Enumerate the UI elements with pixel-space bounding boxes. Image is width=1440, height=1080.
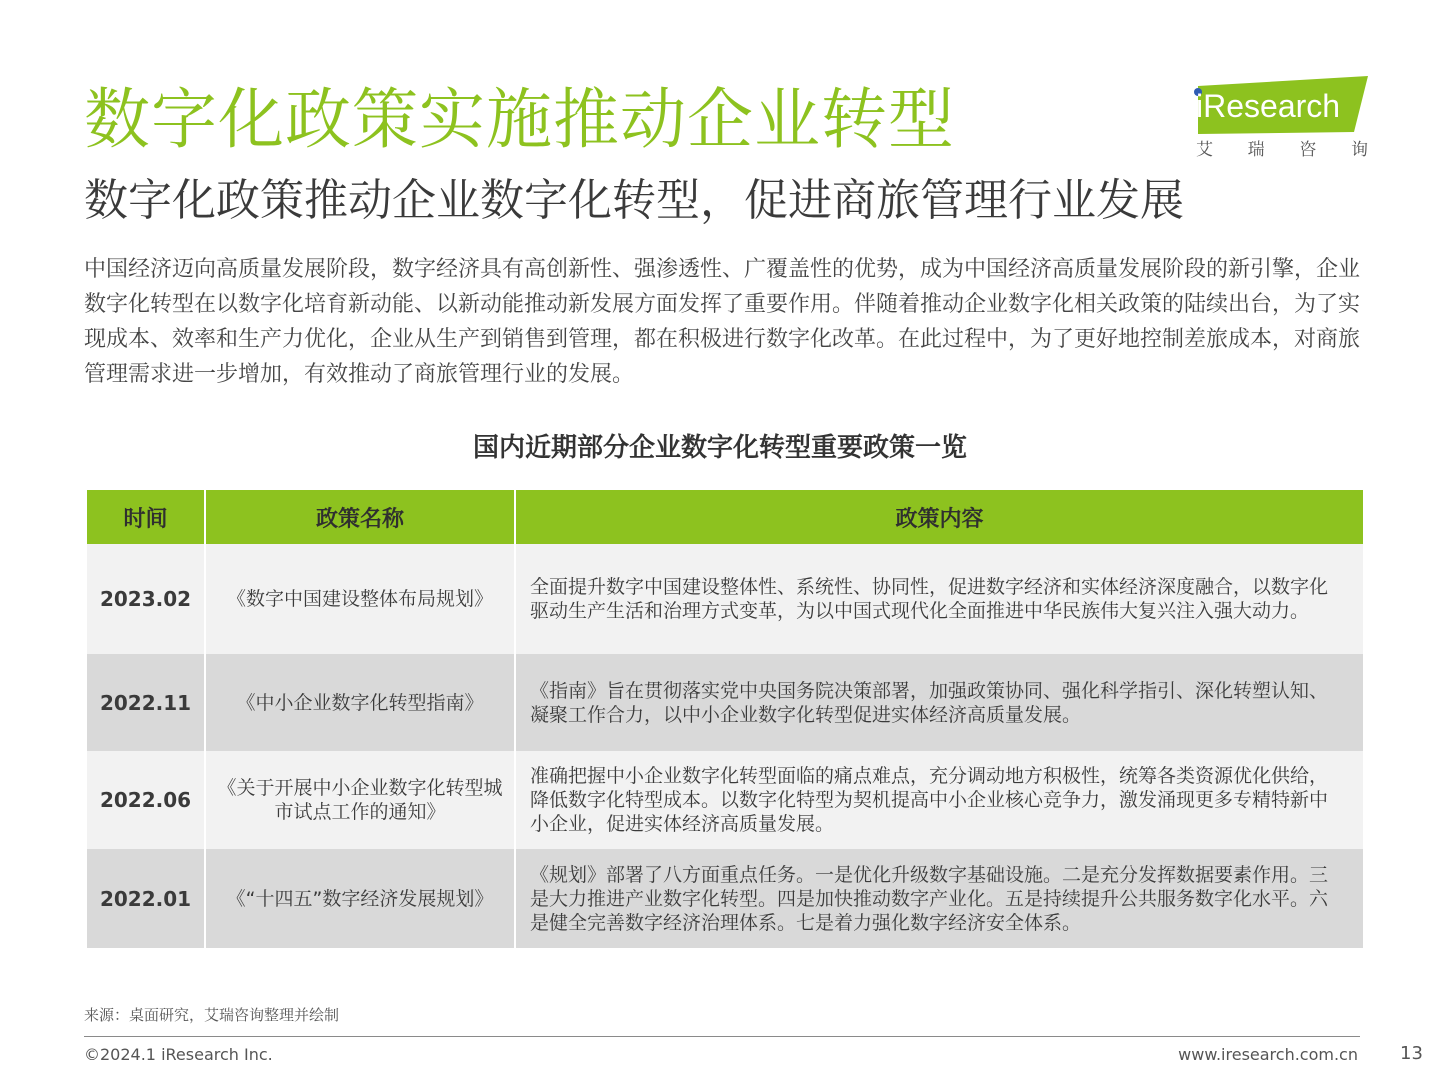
table-row	[87, 849, 1363, 948]
table-row	[87, 751, 1363, 849]
page-subtitle: 数字化政策推动企业数字化转型，促进商旅管理行业发展	[84, 175, 1184, 226]
row-policy-content: 全面提升数字中国建设整体性、系统性、协同性，促进数字经济和实体经济深度融合，以数字化驱动生产生活和治理方式变革，为以中国式现代化全面推进中华民族伟大复兴注入强大动力。	[515, 544, 1363, 654]
intro-paragraph: 中国经济迈向高质量发展阶段，数字经济具有高创新性、强渗透性、广覆盖性的优势，成为中国经济高质量发展阶段的新引擎，企业数字化转型在以数字化培育新动能、以新动能推动新发展方面发挥了重要作用。伴随着推动企业数字化相关政策的陆续出台，为了实现成本、效率和生产力优化，企业从生产到销售到管理，都在积极进行数字化改革。在此过程中，为了更好地控制差旅成本，对商旅管理需求进一步增加，有效推动了商旅管理行业的发展。	[84, 257, 1361, 387]
row-policy-content: 《指南》旨在贯彻落实党中央国务院决策部署，加强政策协同、强化科学指引、深化转塑认知、凝聚工作合力，以中小企业数字化转型促进实体经济高质量发展。	[515, 654, 1363, 751]
row-policy-name: 《中小企业数字化转型指南》	[205, 654, 515, 751]
logo-cn-char: 询	[1350, 140, 1368, 160]
table-row	[87, 544, 1363, 654]
row-policy-name: 《数字中国建设整体布局规划》	[205, 544, 515, 654]
logo-cn-char: 咨	[1299, 140, 1317, 160]
page-number: 13	[1400, 1043, 1423, 1064]
source-note: 来源：桌面研究，艾瑞咨询整理并绘制	[84, 1006, 340, 1024]
header-policy-content: 政策内容	[515, 490, 1363, 544]
policy-table	[87, 490, 1363, 948]
row-policy-name: 《“十四五”数字经济发展规划》	[205, 849, 515, 948]
table-row	[87, 654, 1363, 751]
header-time: 时间	[87, 490, 205, 544]
logo-cn-char: 瑞	[1247, 140, 1265, 160]
website-link[interactable]: www.iresearch.com.cn	[1178, 1045, 1358, 1064]
row-date: 2022.01	[87, 849, 205, 948]
footer-divider	[84, 1036, 1360, 1037]
table-title: 国内近期部分企业数字化转型重要政策一览	[472, 433, 967, 463]
page-title: 数字化政策实施推动企业转型	[84, 81, 955, 158]
logo-chinese-name	[1196, 138, 1368, 162]
header-policy-name: 政策名称	[205, 490, 515, 544]
row-policy-content: 《规划》部署了八方面重点任务。一是优化升级数字基础设施。二是充分发挥数据要素作用。三是大力推进产业数字化转型。四是加快推动数字产业化。五是持续提升公共服务数字化水平。六是健全完善数字经济治理体系。七是着力强化数字经济安全体系。	[515, 849, 1363, 948]
iresearch-logo	[1188, 74, 1368, 164]
logo-text: iResearch	[1196, 88, 1341, 124]
row-policy-content: 准确把握中小企业数字化转型面临的痛点难点，充分调动地方积极性，统筹各类资源优化供给，降低数字化特型成本。以数字化特型为契机提高中小企业核心竞争力，激发涌现更多专精特新中小企业，促进实体经济高质量发展。	[515, 751, 1363, 849]
row-date: 2022.11	[87, 654, 205, 751]
row-policy-name: 《关于开展中小企业数字化转型城市试点工作的通知》	[205, 751, 515, 849]
table-header-row	[87, 490, 1363, 544]
logo-cn-char: 艾	[1196, 140, 1213, 160]
copyright: ©2024.1 iResearch Inc.	[84, 1045, 273, 1064]
row-date: 2022.06	[87, 751, 205, 849]
row-date: 2023.02	[87, 544, 205, 654]
